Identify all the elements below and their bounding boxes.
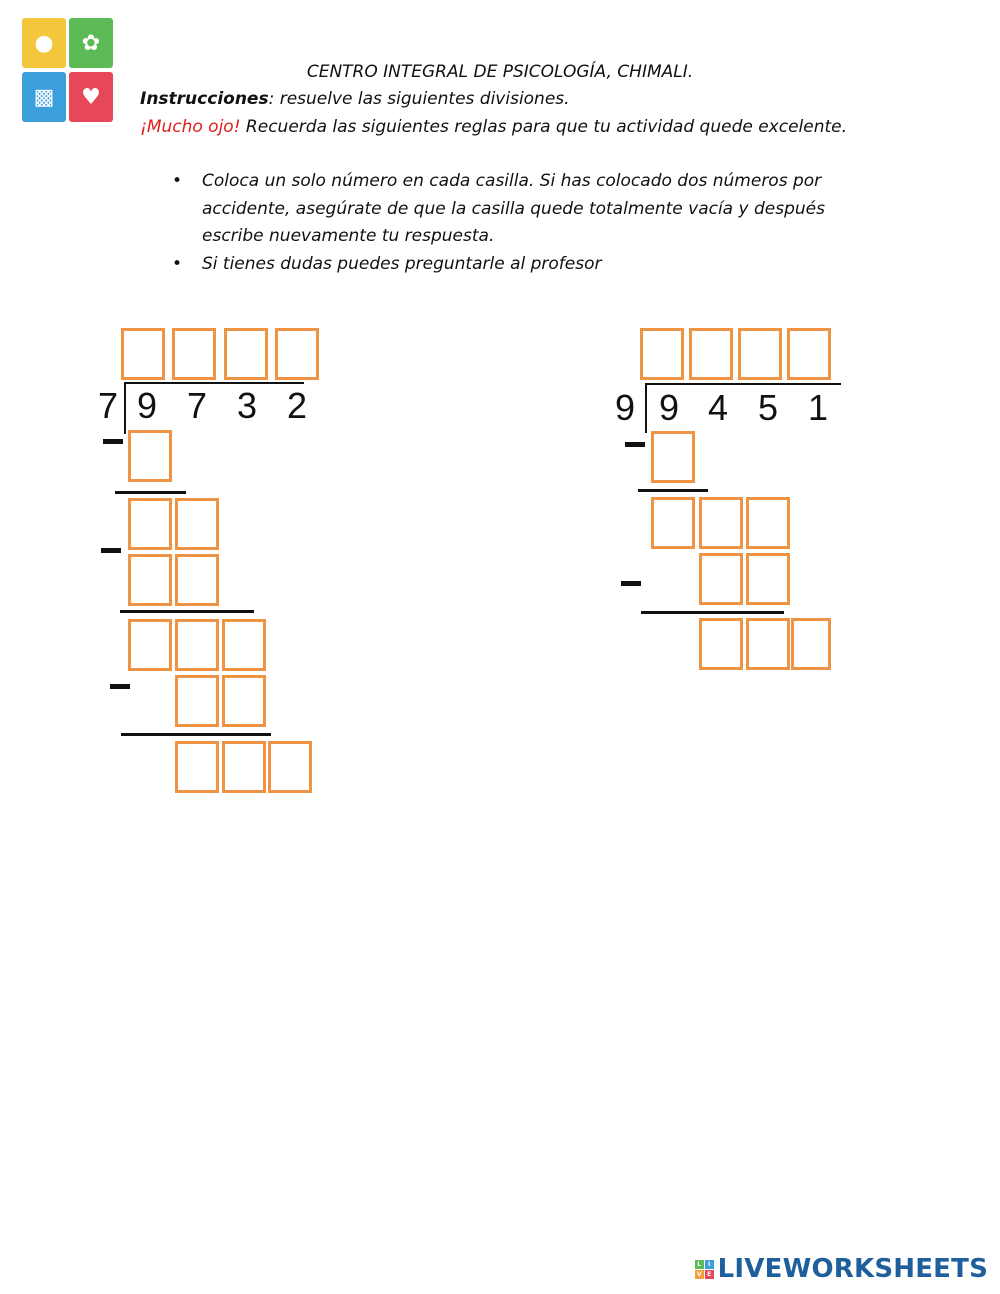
instructions-text: : resuelve las siguientes divisiones. xyxy=(268,89,570,109)
warning-text: Recuerda las siguientes reglas para que tu actividad quede excelente. xyxy=(240,116,848,137)
quotient-box[interactable] xyxy=(787,328,831,380)
minus-sign xyxy=(621,581,641,586)
mark-letter: V xyxy=(695,1270,704,1279)
answer-box[interactable] xyxy=(791,618,831,670)
division-bracket-side xyxy=(124,382,126,434)
quotient-box[interactable] xyxy=(689,328,733,380)
dividend-digit: 2 xyxy=(286,385,308,426)
answer-box[interactable] xyxy=(699,553,743,605)
dividend-digit: 9 xyxy=(658,387,680,428)
instructions xyxy=(140,86,860,141)
minus-sign xyxy=(101,548,121,553)
minus-sign xyxy=(625,442,645,447)
minus-sign xyxy=(103,439,123,444)
quotient-box[interactable] xyxy=(224,328,268,380)
brain-icon: ✿ xyxy=(69,18,113,68)
answer-box[interactable] xyxy=(175,675,219,727)
answer-box[interactable] xyxy=(128,430,172,482)
answer-box[interactable] xyxy=(699,618,743,670)
dividend-digit: 9 xyxy=(136,385,158,426)
answer-box[interactable] xyxy=(746,553,790,605)
answer-box[interactable] xyxy=(651,431,695,483)
mark-letter: I xyxy=(705,1260,714,1269)
liveworksheets-logo xyxy=(695,1254,988,1284)
subtraction-line xyxy=(641,611,784,614)
rule-item: • Coloca un solo número en cada casilla. Si has colocado dos números por accidente, asegúrate de que la casilla quede totalmente vacía y después escribe nuevamente tu respuesta. xyxy=(172,168,862,251)
division-bracket-top xyxy=(124,382,304,384)
mark-letter: L xyxy=(695,1260,704,1269)
divisor: 7 xyxy=(97,385,119,426)
divisor: 9 xyxy=(614,387,636,428)
answer-box[interactable] xyxy=(175,554,219,606)
dividend-digit: 3 xyxy=(236,385,258,426)
dividend-digit: 4 xyxy=(707,387,729,428)
quotient-box[interactable] xyxy=(640,328,684,380)
answer-box[interactable] xyxy=(222,675,266,727)
answer-box[interactable] xyxy=(128,498,172,550)
answer-box[interactable] xyxy=(746,618,790,670)
answer-box[interactable] xyxy=(128,619,172,671)
minus-sign xyxy=(110,684,130,689)
answer-box[interactable] xyxy=(175,741,219,793)
subtraction-line xyxy=(115,491,186,494)
answer-box[interactable] xyxy=(268,741,312,793)
answer-box[interactable] xyxy=(651,497,695,549)
subtraction-line xyxy=(121,733,271,736)
division-bracket-side xyxy=(645,383,647,433)
answer-box[interactable] xyxy=(175,498,219,550)
book-icon: ▩ xyxy=(22,72,66,122)
answer-box[interactable] xyxy=(175,619,219,671)
brand-name: LIVEWORKSHEETS xyxy=(717,1254,988,1284)
subtraction-line xyxy=(120,610,254,613)
page-title: CENTRO INTEGRAL DE PSICOLOGÍA, CHIMALI. xyxy=(306,62,694,82)
answer-box[interactable] xyxy=(128,554,172,606)
answer-box[interactable] xyxy=(699,497,743,549)
dividend-digit: 7 xyxy=(186,385,208,426)
heart-icon: ♥ xyxy=(69,72,113,122)
subtraction-line xyxy=(638,489,708,492)
lightbulb-icon: ● xyxy=(22,18,66,68)
division-bracket-top xyxy=(645,383,841,385)
warning-label: ¡Mucho ojo! xyxy=(140,116,241,137)
rule-item: • Si tienes dudas puedes preguntarle al profesor xyxy=(172,251,862,279)
quotient-box[interactable] xyxy=(172,328,216,380)
quotient-box[interactable] xyxy=(275,328,319,380)
answer-box[interactable] xyxy=(222,619,266,671)
quotient-box[interactable] xyxy=(121,328,165,380)
answer-box[interactable] xyxy=(746,497,790,549)
liveworksheets-mark-icon xyxy=(695,1260,714,1279)
answer-box[interactable] xyxy=(222,741,266,793)
instructions-label: Instrucciones xyxy=(140,89,269,109)
rules-list xyxy=(172,168,862,278)
dividend-digit: 1 xyxy=(807,387,829,428)
dividend-digit: 5 xyxy=(757,387,779,428)
mark-letter: E xyxy=(705,1270,714,1279)
quotient-box[interactable] xyxy=(738,328,782,380)
